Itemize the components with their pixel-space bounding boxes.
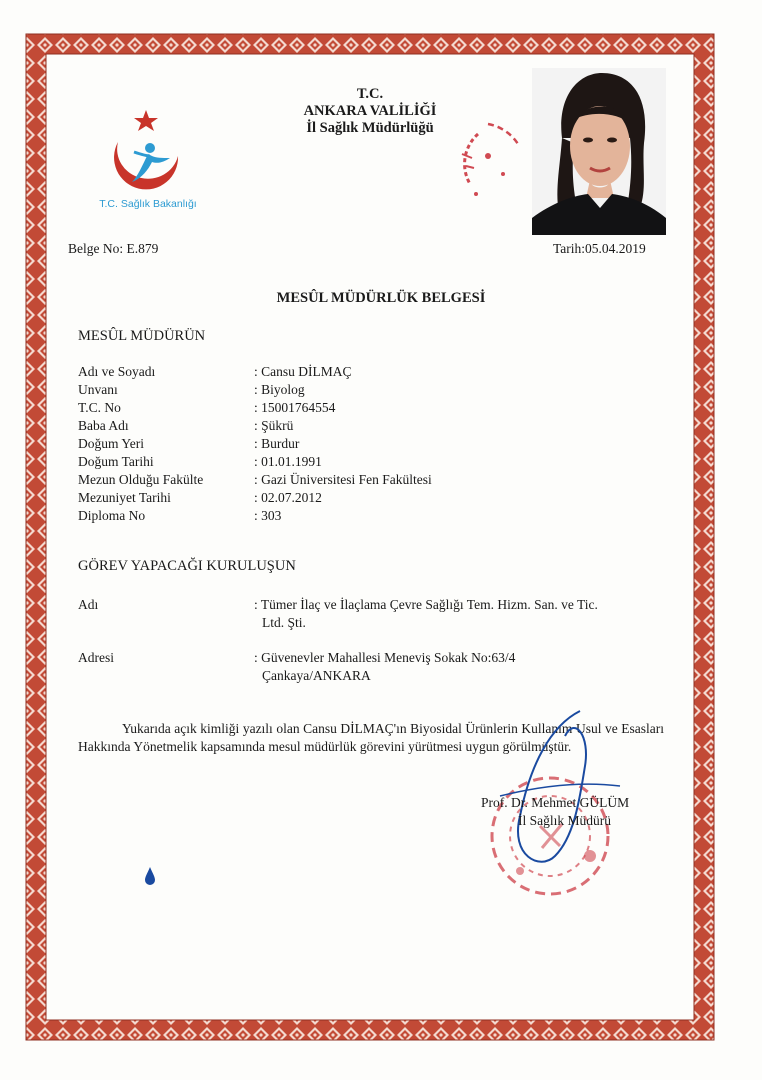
signatory-title: İl Sağlık Müdürü [518,813,611,828]
field-label: Doğum Yeri [78,436,145,451]
field-value: : Biyolog [254,382,305,397]
org-name-value-line1: : Tümer İlaç ve İlaçlama Çevre Sağlığı Tem. Hizm. San. ve Tic. [254,597,598,612]
logo-text: T.C. Sağlık Bakanlığı [99,198,197,210]
header-mudurluk: İl Sağlık Müdürlüğü [306,120,434,136]
org-name-label: Adı [78,597,99,612]
field-label: T.C. No [78,400,121,415]
document-date: Tarih:05.04.2019 [553,241,646,256]
crescent-star-icon [88,104,208,200]
field-value: : 15001764554 [254,400,336,415]
field-value: : Burdur [254,436,300,451]
field-value: : Şükrü [254,418,294,433]
org-address-label: Adresi [78,650,114,665]
field-value: : 303 [254,508,282,523]
stamp-mark [448,114,528,224]
section-heading-manager: MESÛL MÜDÜRÜN [78,328,206,344]
field-label: Mezun Olduğu Fakülte [78,472,204,487]
portrait-photo-icon [532,68,666,235]
org-name-value-line2: Ltd. Şti. [262,615,306,630]
field-value: : 02.07.2012 [254,490,322,505]
field-label: Adı ve Soyadı [78,364,156,379]
approval-paragraph: Yukarıda açık kimliği yazılı olan Cansu DİLMAÇ'ın Biyosidal Ürünlerin Kullanım Usul ve Esasları Hakkında Yönetmelik kapsamında mesul müdürlük görevini yürütmesi uygun görülmüştür. [78,721,664,754]
ministry-logo [88,104,208,216]
applicant-photo [532,68,666,235]
section-heading-organization: GÖREV YAPACAĞI KURULUŞUN [78,558,296,574]
field-label: Baba Adı [78,418,129,433]
document-number: Belge No: E.879 [68,241,159,256]
field-label: Doğum Tarihi [78,454,154,469]
header-valilik: ANKARA VALİLİĞİ [303,103,437,119]
ink-drop-mark [144,866,156,886]
field-label: Unvanı [78,382,118,397]
header-tc: T.C. [356,86,384,102]
org-address-value-line1: : Güvenevler Mahallesi Meneviş Sokak No:63/4 [254,650,516,665]
field-value: : 01.01.1991 [254,454,322,469]
org-address-value-line2: Çankaya/ANKARA [262,668,371,683]
field-label: Diploma No [78,508,146,523]
field-value: : Cansu DİLMAÇ [254,364,352,379]
field-label: Mezuniyet Tarihi [78,490,171,505]
document-title: MESÛL MÜDÜRLÜK BELGESİ [276,290,486,306]
signatory-name: Prof. Dr. Mehmet GÜLÜM [481,795,630,810]
field-value: : Gazi Üniversitesi Fen Fakültesi [254,472,432,487]
